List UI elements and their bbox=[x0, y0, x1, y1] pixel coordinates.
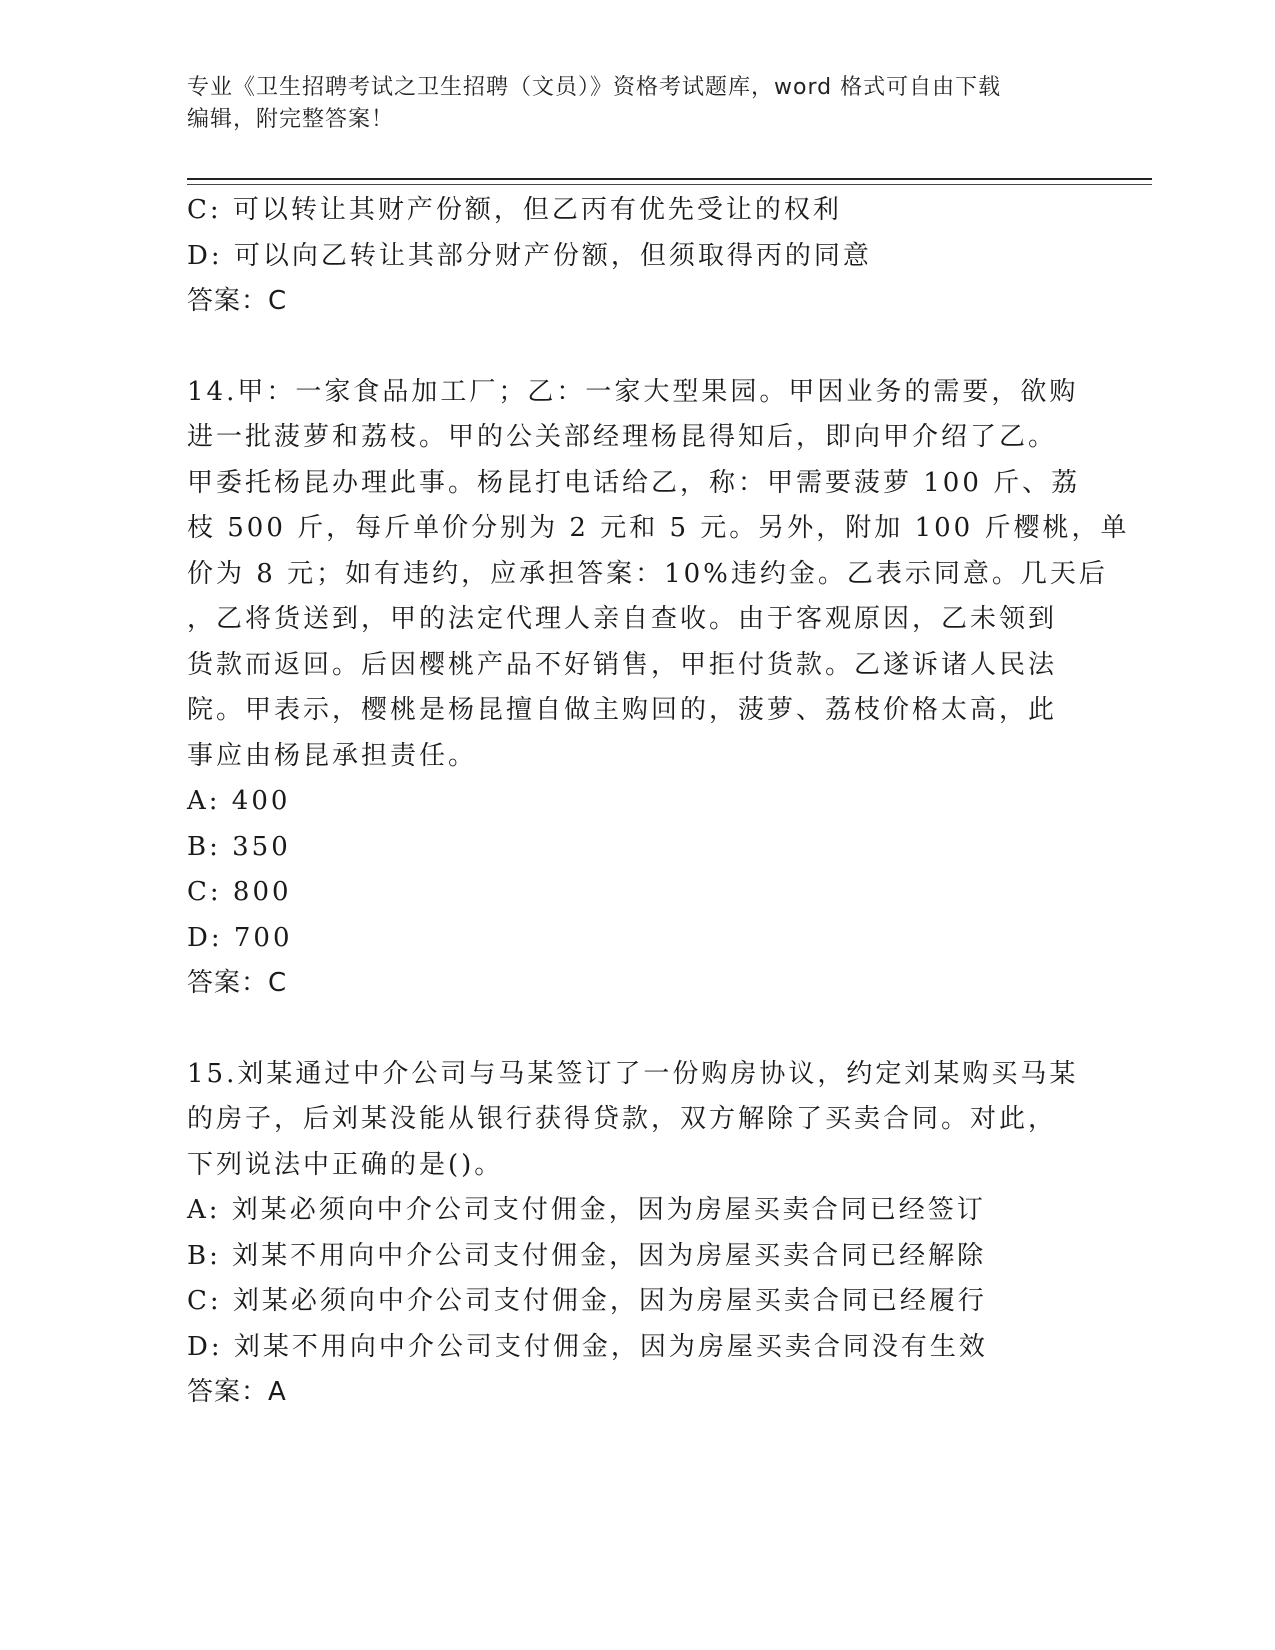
question-line: 枝 500 斤，每斤单价分别为 2 元和 5 元。另外，附加 100 斤樱桃，单 bbox=[187, 513, 1130, 543]
question-line: 的房子，后刘某没能从银行获得贷款，双方解除了买卖合同。对此， bbox=[187, 1104, 1058, 1134]
option-c: C: 800 bbox=[187, 877, 292, 907]
question-15 bbox=[187, 1052, 1087, 1416]
question-line: 甲委托杨昆办理此事。杨昆打电话给乙，称：甲需要菠萝 100 斤、荔 bbox=[187, 467, 1081, 498]
question-line: ，乙将货送到，甲的法定代理人亲自查收。由于客观原因，乙未领到 bbox=[187, 604, 1058, 634]
question-line: 院。甲表示，樱桃是杨昆擅自做主购回的，菠萝、荔枝价格太高，此 bbox=[187, 695, 1058, 725]
option-c: C: 刘某必须向中介公司支付佣金，因为房屋买卖合同已经履行 bbox=[187, 1286, 987, 1316]
header-rule-thick bbox=[187, 178, 1152, 180]
question-line: 进一批菠萝和荔枝。甲的公关部经理杨昆得知后，即向甲介绍了乙。 bbox=[187, 422, 1058, 452]
header-line-2: 编辑，附完整答案！ bbox=[187, 107, 395, 132]
spacer bbox=[187, 1007, 1087, 1052]
option-a: A: 刘某必须向中介公司支付佣金，因为房屋买卖合同已经签订 bbox=[187, 1195, 986, 1225]
answer: 答案：C bbox=[187, 968, 288, 998]
option-c: C: 可以转让其财产份额，但乙丙有优先受让的权利 bbox=[187, 195, 842, 225]
spacer bbox=[187, 325, 1087, 370]
answer: 答案：C bbox=[187, 286, 288, 316]
option-d: D: 可以向乙转让其部分财产份额，但须取得丙的同意 bbox=[187, 240, 872, 271]
question-line: 事应由杨昆承担责任。 bbox=[187, 740, 478, 771]
document-header bbox=[187, 72, 1067, 136]
option-d: D: 刘某不用向中介公司支付佣金，因为房屋买卖合同没有生效 bbox=[187, 1331, 988, 1362]
question-14 bbox=[187, 370, 1130, 1007]
header-rule-thin bbox=[187, 184, 1152, 185]
question-line: 货款而返回。后因樱桃产品不好销售，甲拒付货款。乙遂诉诸人民法 bbox=[187, 649, 1058, 680]
question-line: 14.甲：一家食品加工厂；乙：一家大型果园。甲因业务的需要，欲购 bbox=[187, 376, 1079, 407]
question-line: 15.刘某通过中介公司与马某签订了一份购房协议，约定刘某购买马某 bbox=[187, 1058, 1079, 1089]
question-13-tail bbox=[187, 188, 1087, 325]
option-d: D: 700 bbox=[187, 922, 293, 953]
header-line-1: 专业《卫生招聘考试之卫生招聘（文员）》资格考试题库，word 格式可自由下载 bbox=[187, 75, 1002, 100]
document-body bbox=[187, 188, 1130, 1416]
option-b: B: 350 bbox=[187, 831, 291, 862]
question-line: 价为 8 元；如有违约，应承担答案：10%违约金。乙表示同意。几天后 bbox=[187, 558, 1108, 589]
question-line: 下列说法中正确的是()。 bbox=[187, 1149, 504, 1180]
option-a: A: 400 bbox=[187, 786, 291, 816]
option-b: B: 刘某不用向中介公司支付佣金，因为房屋买卖合同已经解除 bbox=[187, 1240, 987, 1271]
answer: 答案：A bbox=[187, 1377, 287, 1407]
